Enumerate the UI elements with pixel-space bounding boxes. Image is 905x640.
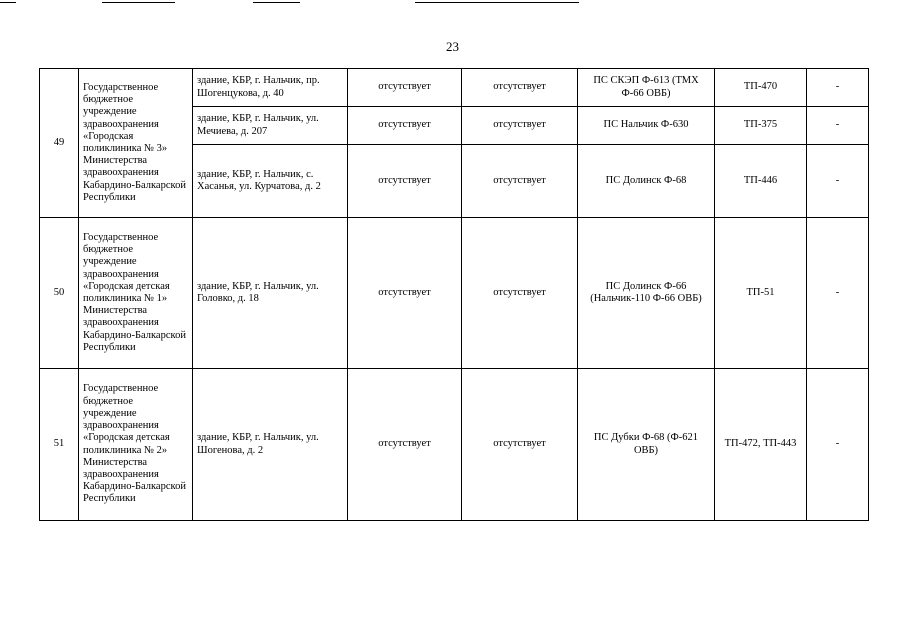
top-rule [102,2,175,3]
address-cell: здание, КБР, г. Нальчик, ул. Шогенова, д. 2 [193,369,348,521]
dash-cell: - [807,369,869,521]
address-cell: здание, КБР, г. Нальчик, ул. Головко, д. 18 [193,218,348,369]
address-cell: здание, КБР, г. Нальчик, пр. Шогенцукова, д. 40 [193,69,348,107]
organization-name: Государственное бюджетное учреждение здравоохранения «Городская детская поликлиника № 2» Министерства здравоохранения Кабардино-Балкарской Республики [79,369,193,521]
tp-cell: ТП-375 [715,107,807,145]
top-rule [0,2,16,3]
status-cell: отсутствует [348,69,462,107]
status-cell: отсутствует [348,145,462,218]
substation-cell: ПС СКЭП Ф-613 (ТМХ Ф-66 ОВБ) [578,69,715,107]
dash-cell: - [807,145,869,218]
address-cell: здание, КБР, г. Нальчик, ул. Мечиева, д. 207 [193,107,348,145]
organization-name: Государственное бюджетное учреждение здравоохранения «Городская детская поликлиника № 1» Министерства здравоохранения Кабардино-Балкарской Республики [79,218,193,369]
status-cell: отсутствует [462,145,578,218]
status-cell: отсутствует [462,69,578,107]
table-row [40,69,869,107]
table-row [40,218,869,369]
substation-cell: ПС Долинск Ф-66 (Нальчик-110 Ф-66 ОВБ) [578,218,715,369]
row-number: 49 [40,69,79,218]
substation-cell: ПС Долинск Ф-68 [578,145,715,218]
status-cell: отсутствует [348,218,462,369]
organization-name: Государственное бюджетное учреждение здравоохранения «Городская поликлиника № 3» Министерства здравоохранения Кабардино-Балкарской Республики [79,69,193,218]
table-row [40,369,869,521]
status-cell: отсутствует [462,218,578,369]
dash-cell: - [807,218,869,369]
tp-cell: ТП-51 [715,218,807,369]
dash-cell: - [807,107,869,145]
top-rule [253,2,300,3]
status-cell: отсутствует [462,369,578,521]
row-number: 51 [40,369,79,521]
top-rule [415,2,579,3]
page-number: 23 [446,39,459,54]
tp-cell: ТП-470 [715,69,807,107]
status-cell: отсутствует [462,107,578,145]
status-cell: отсутствует [348,107,462,145]
substation-cell: ПС Дубки Ф-68 (Ф-621 ОВБ) [578,369,715,521]
tp-cell: ТП-446 [715,145,807,218]
address-cell: здание, КБР, г. Нальчик, с. Хасанья, ул. Курчатова, д. 2 [193,145,348,218]
status-cell: отсутствует [348,369,462,521]
facilities-table [39,68,869,521]
dash-cell: - [807,69,869,107]
tp-cell: ТП-472, ТП-443 [715,369,807,521]
substation-cell: ПС Нальчик Ф-630 [578,107,715,145]
row-number: 50 [40,218,79,369]
